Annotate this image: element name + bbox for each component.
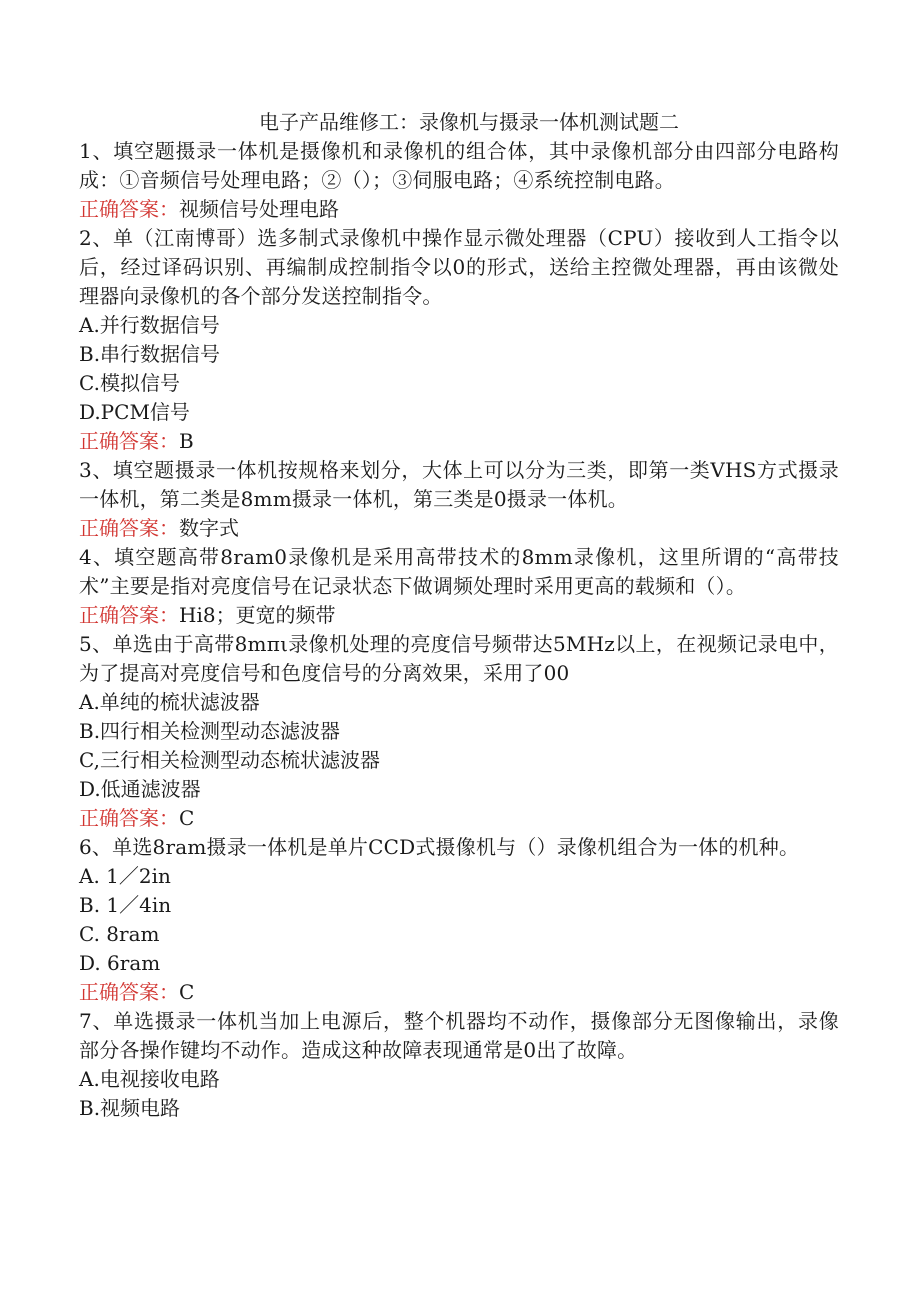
document-body — [79, 108, 839, 1123]
question-block — [79, 543, 839, 630]
question-block — [79, 630, 839, 833]
question-text: 6、单选8ram摄录一体机是单片CCD式摄像机与（）录像机组合为一体的机种。 — [79, 835, 800, 859]
answer-label: 正确答案： — [79, 429, 179, 453]
answer-value: Hi8；更宽的频带 — [179, 603, 336, 627]
option-c: C,三行相关检测型动态梳状滤波器 — [79, 748, 380, 772]
option-b: B.视频电路 — [79, 1096, 181, 1120]
option-a: A. 1／2in — [79, 864, 171, 888]
question-block — [79, 224, 839, 456]
question-text: 3、填空题摄录一体机按规格来划分，大体上可以分为三类，即第一类VHS方式摄录一体机，第二类是8mm摄录一体机，第三类是0摄录一体机。 — [79, 458, 839, 511]
option-c: C.模拟信号 — [79, 371, 180, 395]
option-d: D.PCM信号 — [79, 400, 190, 424]
answer-label: 正确答案： — [79, 806, 179, 830]
answer-label: 正确答案： — [79, 603, 179, 627]
answer-value: C — [179, 806, 195, 830]
option-d: D.低通滤波器 — [79, 777, 201, 801]
answer-line — [79, 514, 839, 543]
answer-value: 数字式 — [179, 516, 239, 540]
option-b: B.串行数据信号 — [79, 342, 221, 366]
option-a: A.单纯的梳状滤波器 — [79, 690, 260, 714]
answer-line — [79, 601, 839, 630]
answer-label: 正确答案： — [79, 197, 179, 221]
option-b: B.四行相关检测型动态滤波器 — [79, 719, 341, 743]
question-text: 2、单（江南博哥）选多制式录像机中操作显示微处理器（CPU）接收到人工指令以后，经过译码识别、再编制成控制指令以0的形式，送给主控微处理器，再由该微处理器向录像机的各个部分发送控制指令。 — [79, 226, 839, 308]
question-block — [79, 456, 839, 543]
option-d: D. 6ram — [79, 951, 161, 975]
option-b: B. 1／4in — [79, 893, 172, 917]
question-text: 1、填空题摄录一体机是摄像机和录像机的组合体，其中录像机部分由四部分电路构成：①音频信号处理电路；②（）；③伺服电路；④系统控制电路。 — [79, 139, 839, 192]
question-block — [79, 137, 839, 224]
answer-value: B — [179, 429, 194, 453]
answer-line — [79, 978, 839, 1007]
answer-line — [79, 804, 839, 833]
question-text: 7、单选摄录一体机当加上电源后，整个机器均不动作，摄像部分无图像输出，录像部分各操作键均不动作。造成这种故障表现通常是0出了故障。 — [79, 1009, 839, 1062]
document-title: 电子产品维修工：录像机与摄录一体机测试题二 — [259, 110, 679, 134]
answer-line — [79, 195, 839, 224]
answer-label: 正确答案： — [79, 516, 179, 540]
question-text: 4、填空题高带8ram0录像机是采用高带技术的8mm录像机，这里所谓的“高带技术”主要是指对亮度信号在记录状态下做调频处理时采用更高的载频和（）。 — [79, 545, 839, 598]
question-text: 5、单选由于高带8mπι录像机处理的亮度信号频带达5MHz以上，在视频记录电中，为了提高对亮度信号和色度信号的分离效果，采用了00 — [79, 632, 839, 685]
question-block — [79, 833, 839, 1007]
option-a: A.并行数据信号 — [79, 313, 220, 337]
answer-line — [79, 427, 839, 456]
question-block — [79, 1007, 839, 1123]
option-a: A.电视接收电路 — [79, 1067, 220, 1091]
answer-value: 视频信号处理电路 — [179, 197, 339, 221]
answer-value: C — [179, 980, 195, 1004]
answer-label: 正确答案： — [79, 980, 179, 1004]
option-c: C. 8ram — [79, 922, 160, 946]
